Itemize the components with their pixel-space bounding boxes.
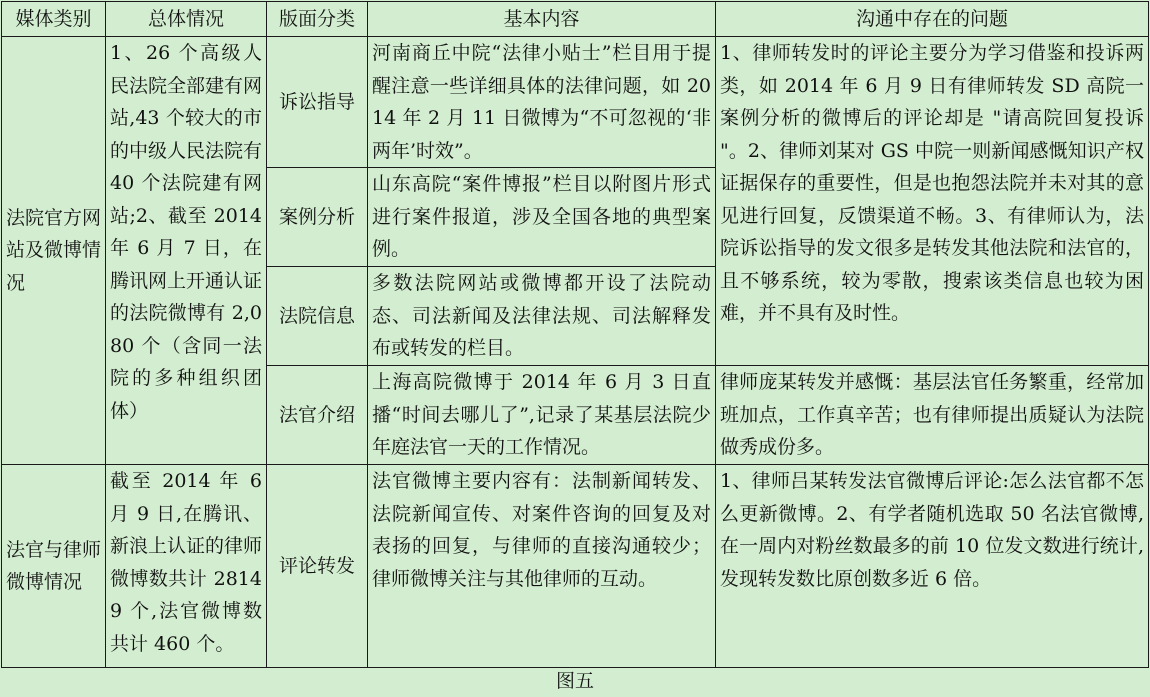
content-comment-repost: 法官微博主要内容有：法制新闻转发、法院新闻宣传、对案件咨询的回复及对表扬的回复，与律师的直接沟通较少；律师微博关注与其他律师的互动。 <box>368 465 716 668</box>
content-litigation-guidance: 河南商丘中院“法律小贴士”栏目用于提醒注意一些详细具体的法律问题，如 2014 年 2 月 11 日微博为“不可忽视的‘非两年’时效”。 <box>368 37 716 168</box>
figure-caption: 图五 <box>555 670 594 692</box>
category-cell-court: 法院官方网站及微博情况 <box>2 37 106 465</box>
content-court-info: 多数法院网站或微博都开设了法院动态、司法新闻及法律法规、司法解释发布或转发的栏目。 <box>368 267 716 366</box>
section-type-case-analysis: 案例分析 <box>267 168 368 267</box>
table-row <box>2 465 1149 668</box>
issue-cell-judge-lawyer: 1、律师吕某转发法官微博后评论:怎么法官都不怎么更新微博。2、有学者随机选取 50 名法官微博,在一周内对粉丝数最多的前 10 位发文数进行统计,发现转发数比原创数多近 6 倍。 <box>716 465 1149 668</box>
section-type-litigation-guidance: 诉讼指导 <box>267 37 368 168</box>
table-row <box>2 37 1149 168</box>
header-row <box>2 2 1149 37</box>
header-issues: 沟通中存在的问题 <box>716 2 1149 37</box>
communication-table <box>1 1 1149 668</box>
content-case-analysis: 山东高院“案件博报”栏目以附图片形式进行案件报道，涉及全国各地的典型案例。 <box>368 168 716 267</box>
section-type-comment-repost: 评论转发 <box>267 465 368 668</box>
header-section-type: 版面分类 <box>267 2 368 37</box>
overview-cell-court: 1、26 个高级人民法院全部建有网站,43 个较大的市的中级人民法院有 40 个法院建有网站;2、截至 2014 年 6 月 7 日，在腾讯网上开通认证的法院微博有 2,080 个（含同一法院的多种组织团体） <box>106 37 267 465</box>
content-judge-intro: 上海高院微博于 2014 年 6 月 3 日直播“时间去哪儿了”,记录了某基层法院少年庭法官一天的工作情况。 <box>368 366 716 465</box>
header-overview: 总体情况 <box>106 2 267 37</box>
header-basic-content: 基本内容 <box>368 2 716 37</box>
issue-cell-judge-intro: 律师庞某转发并感慨：基层法官任务繁重，经常加班加点，工作真辛苦；也有律师提出质疑认为法院做秀成份多。 <box>716 366 1149 465</box>
category-cell-judge-lawyer: 法官与律师微博情况 <box>2 465 106 668</box>
issue-cell-court-main: 1、律师转发时的评论主要分为学习借鉴和投诉两类，如 2014 年 6 月 9 日有律师转发 SD 高院一案例分析的微博后的评论却是 "请高院回复投诉 "。2、律师刘某对 GS 中院一则新闻感慨知识产权证据保存的重要性，但是也抱怨法院并未对其的意见进行回复，反馈渠道不畅。3、有律师认为，法院诉讼指导的发文很多是转发其他法院和法官的，且不够系统，较为零散，搜索该类信息也较为困难，并不具有及时性。 <box>716 37 1149 366</box>
section-type-court-info: 法院信息 <box>267 267 368 366</box>
header-media-category: 媒体类别 <box>2 2 106 37</box>
overview-cell-judge-lawyer: 截至 2014 年 6 月 9 日,在腾讯、新浪上认证的律师微博数共计 28149 个,法官微博数共计 460 个。 <box>106 465 267 668</box>
section-type-judge-intro: 法官介绍 <box>267 366 368 465</box>
